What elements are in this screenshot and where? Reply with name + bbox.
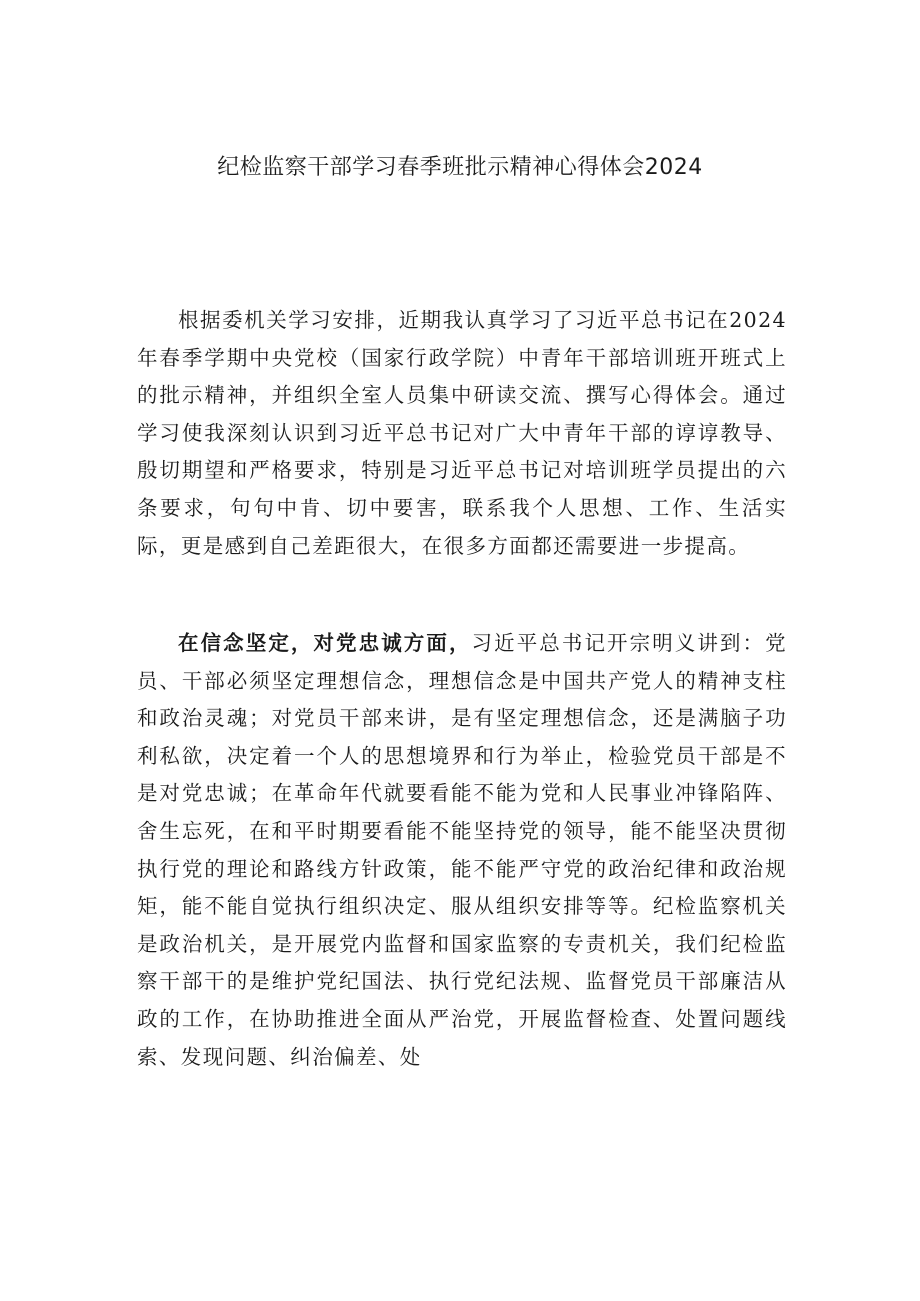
document-title: 纪检监察干部学习春季班批示精神心得体会2024 — [217, 155, 703, 180]
body-paragraph — [137, 625, 787, 1076]
paragraph-text: 习近平总书记开宗明义讲到：党员、干部必须坚定理想信念，理想信念是中国共产党人的精神支柱和政治灵魂；对党员干部来讲，是有坚定理想信念，还是满脑子功利私欲，决定着一个人的思想境界和行为举止，检验党员干部是不是对党忠诚；在革命年代就要看能不能为党和人民事业冲锋陷阵、舍生忘死，在和平时期要看能不能坚持党的领导，能不能坚决贯彻执行党的理论和路线方针政策，能不能严守党的政治纪律和政治规矩，能不能自觉执行组织决定、服从组织安排等等。纪检监察机关是政治机关，是开展党内监督和国家监察的专责机关，我们纪检监察干部干的是维护党纪国法、执行党纪法规、监督党员干部廉洁从政的工作，在协助推进全面从严治党，开展监督检查、处置问题线索、发现问题、纠治偏差、处 — [137, 631, 787, 1069]
paragraph-text: 根据委机关学习安排，近期我认真学习了习近平总书记在2024年春季学期中央党校（国家行政学院）中青年干部培训班开班式上的批示精神，并组织全室人员集中研读交流、撰写心得体会。通过学习使我深刻认识到习近平总书记对广大中青年干部的谆谆教导、殷切期望和严格要求，特别是习近平总书记对培训班学员提出的六条要求，句句中肯、切中要害，联系我个人思想、工作、生活实际，更是感到自己差距很大，在很多方面都还需要进一步提高。 — [137, 308, 787, 558]
paragraph-lead: 在信念坚定，对党忠诚方面， — [178, 631, 472, 655]
body-paragraph — [137, 302, 787, 565]
